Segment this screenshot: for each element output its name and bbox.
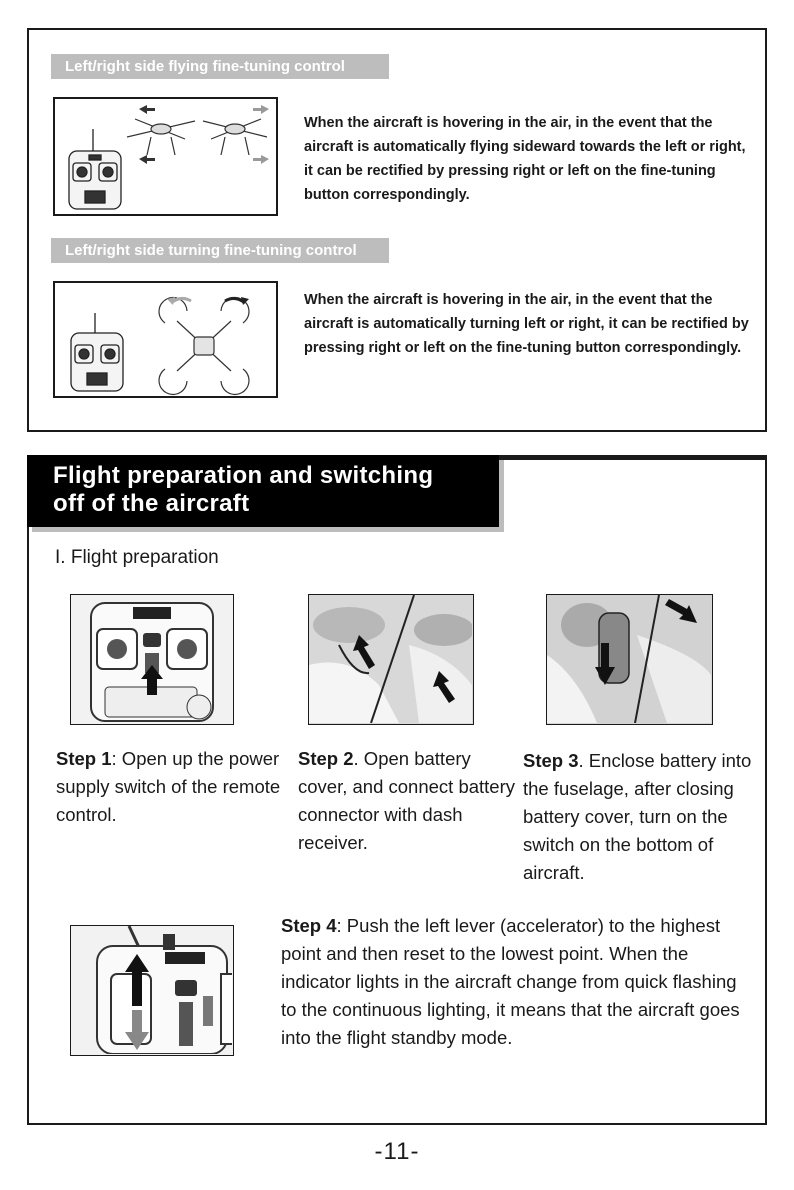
flight-preparation-subheading: I. Flight preparation [55, 547, 219, 568]
drone-icon [127, 119, 195, 155]
arrow-left-icon [139, 105, 155, 114]
left-lever-photo [70, 925, 234, 1056]
step-2-body: . Open battery cover, and connect battery connector with dash receiver. [298, 748, 515, 853]
rotate-left-icon [167, 297, 191, 305]
arrow-right-icon [253, 155, 269, 164]
page-number: -11- [374, 1138, 420, 1165]
step-3-text [523, 747, 763, 887]
arrow-left-icon [139, 155, 155, 164]
step-1-prefix: Step 1 [56, 748, 112, 769]
battery-connector-photo [308, 594, 474, 725]
step-1-text [56, 745, 286, 829]
step-2-prefix: Step 2 [298, 748, 354, 769]
step-3-prefix: Step 3 [523, 750, 579, 771]
step-4-prefix: Step 4 [281, 915, 337, 936]
step-2-text [298, 745, 518, 857]
turning-fine-tuning-description: When the aircraft is hovering in the air, in the event that the aircraft is automatically turning left or right, it can be rectified by pressing right or left on the fine-tuning button correspondingly. [304, 292, 749, 356]
step-1-body: : Open up the power supply switch of the remote control. [56, 748, 281, 825]
drone-icon [203, 119, 267, 155]
turning-fine-tuning-illustration [53, 281, 278, 398]
enclose-battery-photo [546, 594, 713, 725]
step-4-body: : Push the left lever (accelerator) to the highest point and then reset to the lowest point. When the indicator lights in the aircraft change from quick flashing to the continuous lighting, it means that the aircraft goes into the flight standby mode. [281, 915, 740, 1048]
rotate-right-icon [225, 297, 249, 305]
arrow-right-icon [253, 105, 269, 114]
turning-fine-tuning-label: Left/right side turning fine-tuning control [51, 238, 389, 263]
remote-power-switch-photo [70, 594, 234, 725]
section-title-line-1: Flight preparation and switching [53, 462, 434, 489]
remote-control-icon [69, 129, 121, 209]
flying-fine-tuning-illustration [53, 97, 278, 216]
section-title-line-2: off of the aircraft [53, 490, 250, 517]
step-4-text [281, 912, 751, 1052]
remote-control-icon [71, 313, 123, 391]
section-title [27, 455, 499, 527]
flying-fine-tuning-description: When the aircraft is hovering in the air, in the event that the aircraft is automatically flying sideward towards the left or right, it can be rectified by pressing right or left on the fine-tuning button correspondingly. [304, 115, 746, 203]
step-3-body: . Enclose battery into the fuselage, after closing battery cover, turn on the switch on the bottom of aircraft. [523, 750, 752, 883]
drone-top-view-icon [159, 298, 249, 395]
flying-fine-tuning-label: Left/right side flying fine-tuning control [51, 54, 389, 79]
